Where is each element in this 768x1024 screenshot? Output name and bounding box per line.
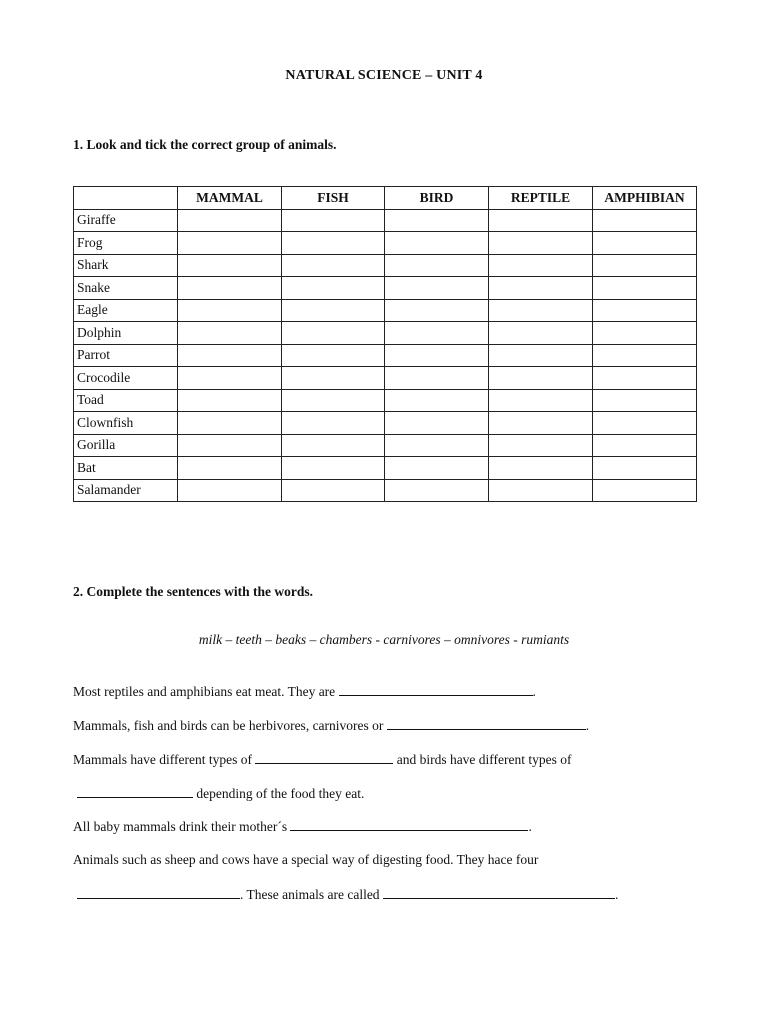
page-title: NATURAL SCIENCE – UNIT 4 bbox=[285, 68, 483, 83]
tick-cell-reptile[interactable] bbox=[489, 412, 593, 435]
tick-cell-reptile[interactable] bbox=[489, 389, 593, 412]
animal-classification-table bbox=[73, 186, 697, 502]
table-row bbox=[74, 232, 697, 255]
tick-cell-fish[interactable] bbox=[282, 232, 385, 255]
sentence-3-mid: and birds have different types of bbox=[396, 752, 572, 767]
answer-blank-2[interactable] bbox=[387, 717, 586, 730]
tick-cell-mammal[interactable] bbox=[178, 232, 282, 255]
tick-cell-mammal[interactable] bbox=[178, 434, 282, 457]
sentence-2-end: . bbox=[585, 718, 590, 733]
word-bank: milk – teeth – beaks – chambers - carnivores – omnivores - rumiants bbox=[198, 632, 570, 647]
tick-cell-bird[interactable] bbox=[385, 254, 489, 277]
tick-cell-amphibian[interactable] bbox=[593, 209, 697, 232]
tick-cell-reptile[interactable] bbox=[489, 232, 593, 255]
answer-blank-3[interactable] bbox=[255, 751, 393, 764]
sentence-4-text: depending of the food they eat. bbox=[196, 786, 365, 801]
tick-cell-amphibian[interactable] bbox=[593, 232, 697, 255]
animal-name-cell: Shark bbox=[74, 254, 178, 277]
tick-cell-amphibian[interactable] bbox=[593, 254, 697, 277]
animal-name-cell: Eagle bbox=[74, 299, 178, 322]
tick-cell-mammal[interactable] bbox=[178, 209, 282, 232]
sentence-2-text: Mammals, fish and birds can be herbivores, carnivores or bbox=[73, 718, 384, 733]
table-row bbox=[74, 299, 697, 322]
animal-name-cell: Clownfish bbox=[74, 412, 178, 435]
tick-cell-fish[interactable] bbox=[282, 367, 385, 390]
tick-cell-fish[interactable] bbox=[282, 344, 385, 367]
animal-name-cell: Parrot bbox=[74, 344, 178, 367]
header-cell-mammal: MAMMAL bbox=[178, 187, 282, 210]
header-cell-amphibian: AMPHIBIAN bbox=[593, 187, 697, 210]
tick-cell-amphibian[interactable] bbox=[593, 322, 697, 345]
tick-cell-bird[interactable] bbox=[385, 389, 489, 412]
answer-blank-5[interactable] bbox=[290, 818, 528, 831]
tick-cell-fish[interactable] bbox=[282, 479, 385, 502]
sentence-4 bbox=[77, 785, 364, 802]
tick-cell-amphibian[interactable] bbox=[593, 277, 697, 300]
tick-cell-mammal[interactable] bbox=[178, 344, 282, 367]
table-row bbox=[74, 209, 697, 232]
tick-cell-bird[interactable] bbox=[385, 322, 489, 345]
answer-blank-4[interactable] bbox=[77, 785, 193, 798]
tick-cell-bird[interactable] bbox=[385, 344, 489, 367]
sentence-7-mid: . These animals are called bbox=[240, 887, 380, 902]
tick-cell-amphibian[interactable] bbox=[593, 367, 697, 390]
tick-cell-reptile[interactable] bbox=[489, 457, 593, 480]
table-row bbox=[74, 457, 697, 480]
header-cell-fish: FISH bbox=[282, 187, 385, 210]
tick-cell-fish[interactable] bbox=[282, 434, 385, 457]
tick-cell-mammal[interactable] bbox=[178, 479, 282, 502]
sentence-5 bbox=[73, 818, 532, 835]
tick-cell-fish[interactable] bbox=[282, 322, 385, 345]
answer-blank-1[interactable] bbox=[339, 683, 533, 696]
tick-cell-bird[interactable] bbox=[385, 412, 489, 435]
tick-cell-mammal[interactable] bbox=[178, 299, 282, 322]
header-cell-reptile: REPTILE bbox=[489, 187, 593, 210]
animal-name-cell: Frog bbox=[74, 232, 178, 255]
sentence-1-end: . bbox=[532, 684, 536, 699]
tick-cell-fish[interactable] bbox=[282, 299, 385, 322]
animal-name-cell: Bat bbox=[74, 457, 178, 480]
tick-cell-mammal[interactable] bbox=[178, 412, 282, 435]
tick-cell-reptile[interactable] bbox=[489, 209, 593, 232]
tick-cell-mammal[interactable] bbox=[178, 389, 282, 412]
sentence-7-end: . bbox=[614, 887, 619, 902]
tick-cell-reptile[interactable] bbox=[489, 299, 593, 322]
exercise-1-heading: 1. Look and tick the correct group of animals. bbox=[73, 137, 337, 152]
tick-cell-amphibian[interactable] bbox=[593, 434, 697, 457]
animal-name-cell: Dolphin bbox=[74, 322, 178, 345]
tick-cell-fish[interactable] bbox=[282, 277, 385, 300]
table-row bbox=[74, 367, 697, 390]
tick-cell-reptile[interactable] bbox=[489, 344, 593, 367]
tick-cell-mammal[interactable] bbox=[178, 277, 282, 300]
tick-cell-bird[interactable] bbox=[385, 479, 489, 502]
tick-cell-reptile[interactable] bbox=[489, 479, 593, 502]
header-cell-blank bbox=[74, 187, 178, 210]
tick-cell-amphibian[interactable] bbox=[593, 412, 697, 435]
table-row bbox=[74, 479, 697, 502]
sentence-3-text: Mammals have different types of bbox=[73, 752, 252, 767]
animal-name-cell: Giraffe bbox=[74, 209, 178, 232]
table-row bbox=[74, 389, 697, 412]
sentence-6-text: Animals such as sheep and cows have a special way of digesting food. They hace four bbox=[73, 852, 539, 867]
sentence-1-text: Most reptiles and amphibians eat meat. They are bbox=[73, 684, 336, 699]
table-header-row bbox=[74, 187, 697, 210]
exercise-2-heading: 2. Complete the sentences with the words. bbox=[73, 584, 313, 599]
tick-cell-reptile[interactable] bbox=[489, 434, 593, 457]
tick-cell-amphibian[interactable] bbox=[593, 479, 697, 502]
tick-cell-reptile[interactable] bbox=[489, 254, 593, 277]
tick-cell-fish[interactable] bbox=[282, 209, 385, 232]
animal-name-cell: Toad bbox=[74, 389, 178, 412]
table-row bbox=[74, 344, 697, 367]
tick-cell-amphibian[interactable] bbox=[593, 344, 697, 367]
tick-cell-mammal[interactable] bbox=[178, 254, 282, 277]
tick-cell-mammal[interactable] bbox=[178, 322, 282, 345]
sentence-1 bbox=[73, 683, 536, 700]
sentence-7 bbox=[77, 886, 618, 903]
table-row bbox=[74, 434, 697, 457]
tick-cell-amphibian[interactable] bbox=[593, 299, 697, 322]
animal-name-cell: Gorilla bbox=[74, 434, 178, 457]
tick-cell-bird[interactable] bbox=[385, 367, 489, 390]
sentence-3 bbox=[73, 751, 572, 768]
tick-cell-bird[interactable] bbox=[385, 434, 489, 457]
sentence-5-text: All baby mammals drink their mother´s bbox=[73, 819, 288, 834]
header-cell-bird: BIRD bbox=[385, 187, 489, 210]
tick-cell-bird[interactable] bbox=[385, 277, 489, 300]
tick-cell-mammal[interactable] bbox=[178, 457, 282, 480]
answer-blank-6[interactable] bbox=[77, 886, 240, 899]
tick-cell-fish[interactable] bbox=[282, 389, 385, 412]
table-row bbox=[74, 412, 697, 435]
sentence-6 bbox=[73, 852, 538, 868]
animal-name-cell: Snake bbox=[74, 277, 178, 300]
tick-cell-bird[interactable] bbox=[385, 209, 489, 232]
table-row bbox=[74, 322, 697, 345]
sentence-2 bbox=[73, 717, 589, 734]
animal-name-cell: Crocodile bbox=[74, 367, 178, 390]
table-row bbox=[74, 254, 697, 277]
tick-cell-reptile[interactable] bbox=[489, 322, 593, 345]
animal-name-cell: Salamander bbox=[74, 479, 178, 502]
tick-cell-amphibian[interactable] bbox=[593, 389, 697, 412]
tick-cell-reptile[interactable] bbox=[489, 277, 593, 300]
answer-blank-7[interactable] bbox=[383, 886, 615, 899]
tick-cell-fish[interactable] bbox=[282, 254, 385, 277]
tick-cell-amphibian[interactable] bbox=[593, 457, 697, 480]
tick-cell-fish[interactable] bbox=[282, 412, 385, 435]
tick-cell-bird[interactable] bbox=[385, 232, 489, 255]
sentence-5-end: . bbox=[528, 819, 532, 834]
table-row bbox=[74, 277, 697, 300]
tick-cell-fish[interactable] bbox=[282, 457, 385, 480]
tick-cell-reptile[interactable] bbox=[489, 367, 593, 390]
tick-cell-bird[interactable] bbox=[385, 299, 489, 322]
tick-cell-mammal[interactable] bbox=[178, 367, 282, 390]
tick-cell-bird[interactable] bbox=[385, 457, 489, 480]
